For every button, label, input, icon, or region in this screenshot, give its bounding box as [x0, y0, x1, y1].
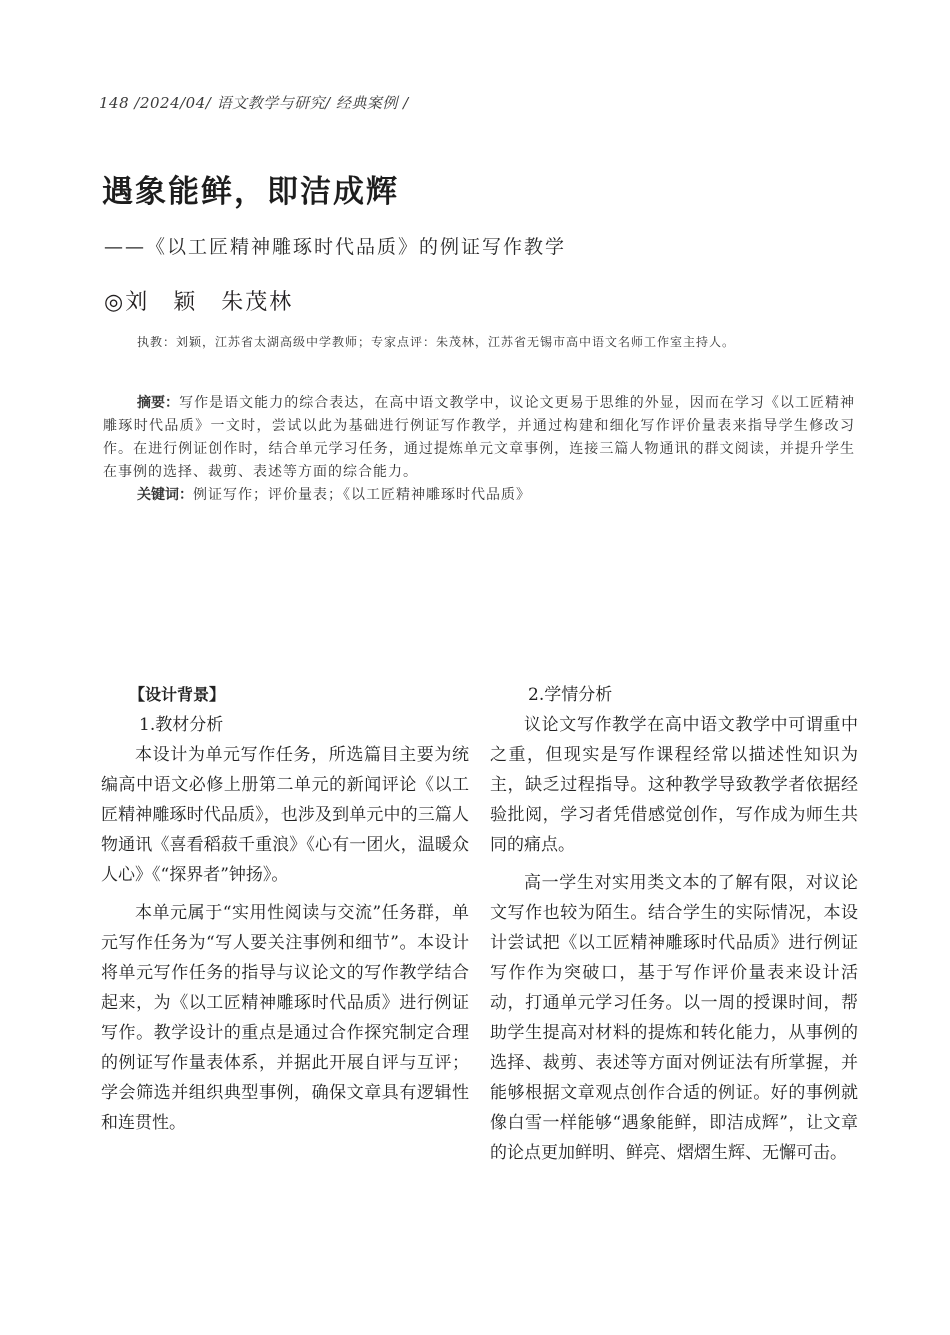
- abstract-paragraph: [103, 392, 855, 484]
- abstract-label: 摘要：: [137, 395, 180, 411]
- author-note: 执教：刘颖，江苏省太湖高级中学教师；专家点评：朱茂林，江苏省无锡市高中语文名师工作室主持人。: [137, 335, 736, 349]
- subheading-textbook-analysis: 1.教材分析: [139, 715, 224, 735]
- article-title: 遇象能鲜，即洁成辉: [102, 174, 399, 210]
- body-paragraph: 议论文写作教学在高中语文教学中可谓重中之重，但现实是写作课程经常以描述性知识为主，缺乏过程指导。这种教学导致教学者依据经验批阅，学习者凭借感觉创作，写作成为师生共同的痛点。: [490, 715, 858, 855]
- left-column: [101, 680, 469, 1138]
- subheading-student-analysis: 2.学情分析: [528, 685, 613, 705]
- body-paragraph: 本单元属于“实用性阅读与交流”任务群，单元写作任务为“写人要关注事例和细节”。本设计将单元写作任务的指导与议论文的写作教学结合起来，为《以工匠精神雕琢时代品质》进行例证写作。教学设计的重点是通过合作探究制定合理的例证写作量表体系，并据此开展自评与互评；学会筛选并组织典型事例，确保文章具有逻辑性和连贯性。: [101, 903, 469, 1133]
- keywords-label: 关键词：: [137, 487, 193, 503]
- article-subtitle: ——《以工匠精神雕琢时代品质》的例证写作教学: [104, 236, 567, 258]
- running-head: 148 /2024/04/ 语文教学与研究/ 经典案例 /: [99, 94, 409, 112]
- abstract-block: [103, 392, 855, 507]
- abstract-text: 写作是语文能力的综合表达，在高中语文教学中，议论文更易于思维的外显，因而在学习《以工匠精神雕琢时代品质》一文时，尝试以此为基础进行例证写作教学，并通过构建和细化写作评价量表来指导学生修改习作。在进行例证创作时，结合单元学习任务，通过提炼单元文章事例，连接三篇人物通讯的群文阅读，并提升学生在事例的选择、裁剪、表述等方面的综合能力。: [103, 395, 856, 480]
- right-column: [490, 680, 858, 1168]
- keywords-line: [103, 484, 855, 507]
- section-heading-design-background: 【设计背景】: [129, 685, 226, 704]
- body-paragraph: 高一学生对实用类文本的了解有限，对议论文写作也较为陌生。结合学生的实际情况，本设计尝试把《以工匠精神雕琢时代品质》进行例证写作作为突破口，基于写作评价量表来设计活动，打通单元学习任务。以一周的授课时间，帮助学生提高对材料的提炼和转化能力，从事例的选择、裁剪、表述等方面对例证法有所掌握，并能够根据文章观点创作合适的例证。好的事例就像白雪一样能够“遇象能鲜，即洁成辉”，让文章的论点更加鲜明、鲜亮、熠熠生辉、无懈可击。: [490, 873, 858, 1163]
- body-paragraph: 本设计为单元写作任务，所选篇目主要为统编高中语文必修上册第二单元的新闻评论《以工匠精神雕琢时代品质》，也涉及到单元中的三篇人物通讯《喜看稻菽千重浪》《心有一团火，温暖众人心》《“探界者”钟扬》。: [101, 745, 469, 885]
- keywords-text: 例证写作；评价量表；《以工匠精神雕琢时代品质》: [193, 487, 531, 503]
- article-authors: ◎刘 颖 朱茂林: [104, 290, 294, 315]
